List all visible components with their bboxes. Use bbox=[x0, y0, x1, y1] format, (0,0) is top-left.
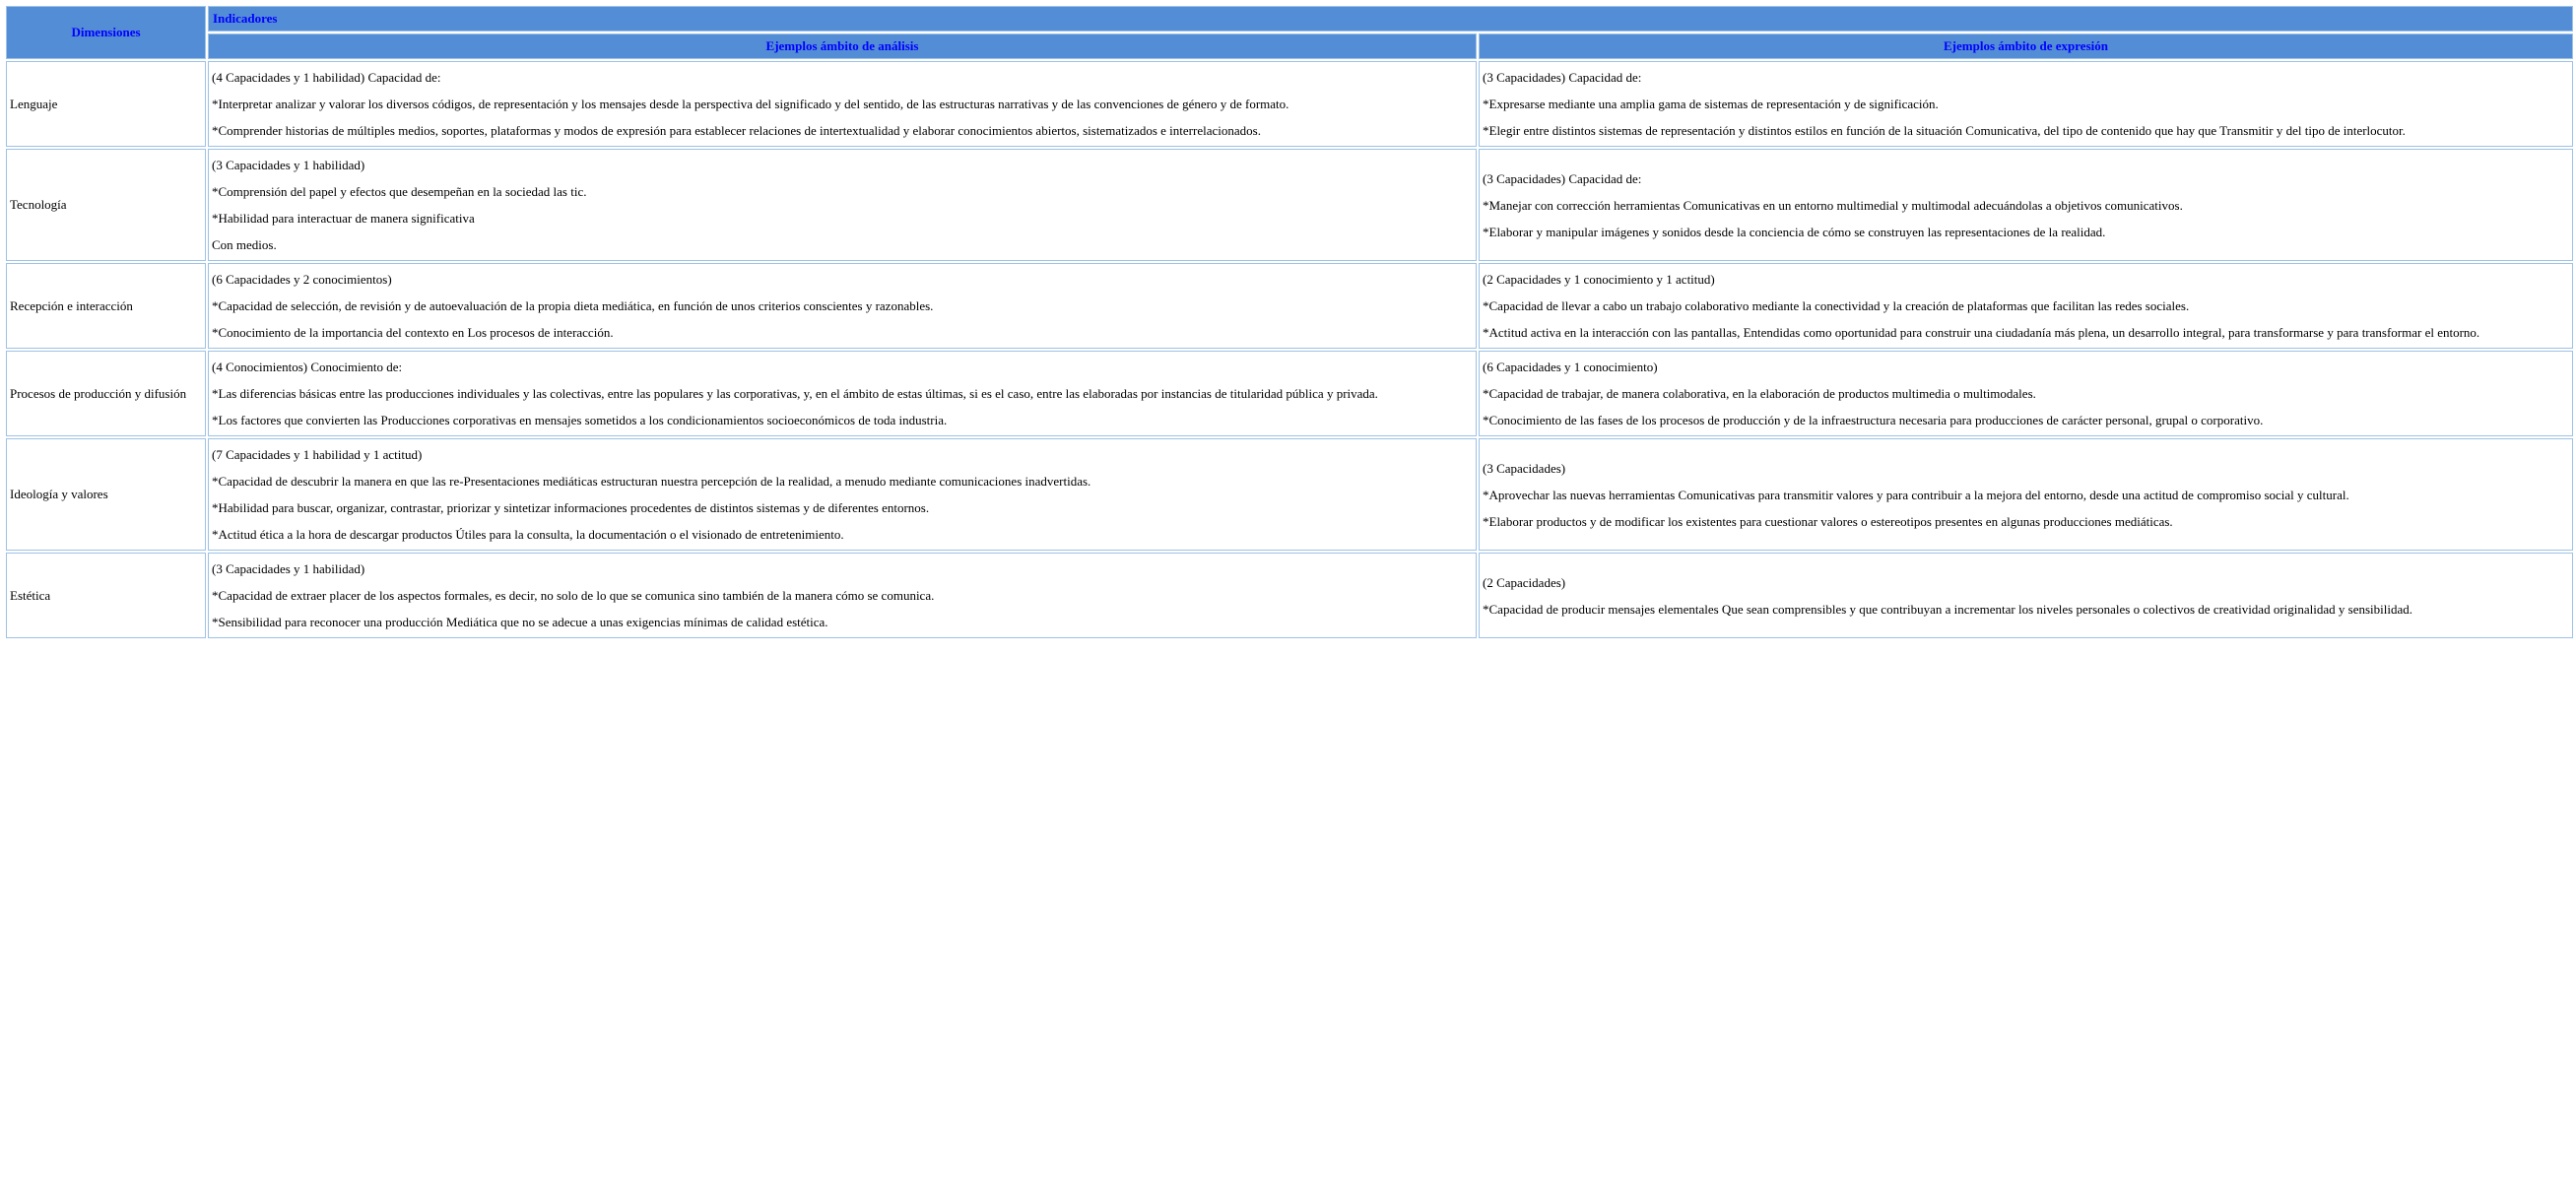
expresion-line: *Elaborar productos y de modificar los existentes para cuestionar valores o estereotipos presentes en algunas producciones mediáticas. bbox=[1483, 513, 2173, 529]
expresion-line: *Actitud activa en la interacción con las pantallas, Entendidas como oportunidad para construir una ciudadanía más plena, un desarrollo integral, para transformarse y para transformar el entorno. bbox=[1483, 325, 2480, 340]
expresion-line: *Capacidad de producir mensajes elementales Que sean comprensibles y que contribuyan a incrementar los niveles personales o colectivos de creatividad originalidad y sensibilidad. bbox=[1483, 601, 2412, 617]
analisis-cell bbox=[208, 61, 1477, 147]
header-dimensiones: Dimensiones bbox=[6, 6, 206, 59]
analisis-line: *Actitud ética a la hora de descargar productos Útiles para la consulta, la documentación o el visionado de entretenimiento. bbox=[212, 527, 844, 542]
dimension-name: Tecnología bbox=[6, 149, 206, 261]
header-row-top bbox=[6, 6, 2573, 32]
analisis-line: Con medios. bbox=[212, 237, 277, 252]
analisis-line: (6 Capacidades y 2 conocimientos) bbox=[212, 272, 392, 287]
analisis-line: *Habilidad para buscar, organizar, contrastar, priorizar y sintetizar informaciones procedentes de distintos sistemas y de diferentes entornos. bbox=[212, 500, 930, 515]
analisis-line: *Las diferencias básicas entre las producciones individuales y las colectivas, entre las populares y las corporativas, y, en el ámbito de estas últimas, si es el caso, entre las elaboradas por instancias de titularidad pública y privada. bbox=[212, 386, 1378, 401]
dimension-name: Procesos de producción y difusión bbox=[6, 351, 206, 436]
expresion-cell bbox=[1479, 351, 2573, 436]
expresion-line: *Aprovechar las nuevas herramientas Comunicativas para transmitir valores y para contribuir a la mejora del entorno, desde una actitud de compromiso social y cultural. bbox=[1483, 487, 2349, 502]
dimension-name: Estética bbox=[6, 553, 206, 638]
analisis-line: (4 Capacidades y 1 habilidad) Capacidad de: bbox=[212, 70, 441, 85]
analisis-line: *Capacidad de selección, de revisión y de autoevaluación de la propia dieta mediática, en función de unos criterios conscientes y razonables. bbox=[212, 298, 934, 313]
expresion-line: (6 Capacidades y 1 conocimiento) bbox=[1483, 360, 1658, 374]
table-row bbox=[6, 553, 2573, 638]
analisis-line: *Habilidad para interactuar de manera significativa bbox=[212, 211, 475, 226]
table-row bbox=[6, 351, 2573, 436]
competencies-table bbox=[4, 4, 2575, 640]
analisis-line: (7 Capacidades y 1 habilidad y 1 actitud) bbox=[212, 447, 423, 462]
analisis-cell bbox=[208, 438, 1477, 551]
expresion-cell bbox=[1479, 149, 2573, 261]
analisis-cell bbox=[208, 149, 1477, 261]
dimension-name: Lenguaje bbox=[6, 61, 206, 147]
header-indicadores: Indicadores bbox=[208, 6, 2573, 32]
analisis-line: *Conocimiento de la importancia del contexto en Los procesos de interacción. bbox=[212, 325, 614, 340]
analisis-line: *Interpretar analizar y valorar los diversos códigos, de representación y los mensajes desde la perspectiva del significado y del sentido, de las estructuras narrativas y de las convenciones de género y de formato. bbox=[212, 97, 1289, 111]
analisis-line: *Comprensión del papel y efectos que desempeñan en la sociedad las tic. bbox=[212, 184, 587, 199]
header-analisis: Ejemplos ámbito de análisis bbox=[208, 33, 1477, 59]
expresion-line: (2 Capacidades y 1 conocimiento y 1 actitud) bbox=[1483, 272, 1715, 287]
analisis-line: *Sensibilidad para reconocer una producción Mediática que no se adecue a unas exigencias mínimas de calidad estética. bbox=[212, 615, 828, 629]
expresion-cell bbox=[1479, 263, 2573, 349]
analisis-line: *Comprender historias de múltiples medios, soportes, plataformas y modos de expresión para establecer relaciones de intertextualidad y elaborar conocimientos abiertos, sistematizados e interrelacionados. bbox=[212, 123, 1261, 138]
table-row bbox=[6, 61, 2573, 147]
expresion-line: *Manejar con corrección herramientas Comunicativas en un entorno multimedial y multimodal adecuándolas a objetivos comunicativos. bbox=[1483, 197, 2183, 213]
expresion-line: (3 Capacidades) bbox=[1483, 460, 1566, 476]
expresion-line: (3 Capacidades) Capacidad de: bbox=[1483, 170, 1642, 186]
analisis-cell bbox=[208, 263, 1477, 349]
expresion-cell bbox=[1479, 438, 2573, 551]
table-row bbox=[6, 149, 2573, 261]
header-row-sub bbox=[6, 33, 2573, 59]
analisis-cell bbox=[208, 553, 1477, 638]
analisis-line: (3 Capacidades y 1 habilidad) bbox=[212, 158, 365, 172]
analisis-line: *Capacidad de extraer placer de los aspectos formales, es decir, no solo de lo que se comunica sino también de la manera cómo se comunica. bbox=[212, 588, 935, 603]
dimension-name: Recepción e interacción bbox=[6, 263, 206, 349]
table-row bbox=[6, 263, 2573, 349]
table-row bbox=[6, 438, 2573, 551]
analisis-line: *Los factores que convierten las Producciones corporativas en mensajes sometidos a los condicionamientos socioeconómicos de toda industria. bbox=[212, 413, 948, 427]
expresion-line: *Capacidad de llevar a cabo un trabajo colaborativo mediante la conectividad y la creación de plataformas que facilitan las redes sociales. bbox=[1483, 298, 2190, 313]
analisis-line: (4 Conocimientos) Conocimiento de: bbox=[212, 360, 403, 374]
expresion-line: (3 Capacidades) Capacidad de: bbox=[1483, 70, 1642, 85]
expresion-line: *Capacidad de trabajar, de manera colaborativa, en la elaboración de productos multimedia o multimodales. bbox=[1483, 386, 2036, 401]
table-body bbox=[6, 61, 2573, 638]
expresion-cell bbox=[1479, 61, 2573, 147]
competencies-table-container bbox=[4, 4, 2573, 640]
analisis-line: *Capacidad de descubrir la manera en que las re-Presentaciones mediáticas estructuran nuestra percepción de la realidad, a menudo mediante comunicaciones inadvertidas. bbox=[212, 474, 1091, 489]
expresion-line: *Elegir entre distintos sistemas de representación y distintos estilos en función de la situación Comunicativa, del tipo de contenido que hay que Transmitir y del tipo de interlocutor. bbox=[1483, 123, 2406, 138]
dimension-name: Ideología y valores bbox=[6, 438, 206, 551]
expresion-line: (2 Capacidades) bbox=[1483, 574, 1566, 590]
expresion-line: *Conocimiento de las fases de los procesos de producción y de la infraestructura necesaria para producciones de carácter personal, grupal o corporativo. bbox=[1483, 413, 2264, 427]
expresion-line: *Expresarse mediante una amplia gama de sistemas de representación y de significación. bbox=[1483, 97, 1939, 111]
analisis-line: (3 Capacidades y 1 habilidad) bbox=[212, 561, 365, 576]
expresion-cell bbox=[1479, 553, 2573, 638]
analisis-cell bbox=[208, 351, 1477, 436]
header-expresion: Ejemplos ámbito de expresión bbox=[1479, 33, 2573, 59]
expresion-line: *Elaborar y manipular imágenes y sonidos desde la conciencia de cómo se construyen las representaciones de la realidad. bbox=[1483, 224, 2106, 239]
